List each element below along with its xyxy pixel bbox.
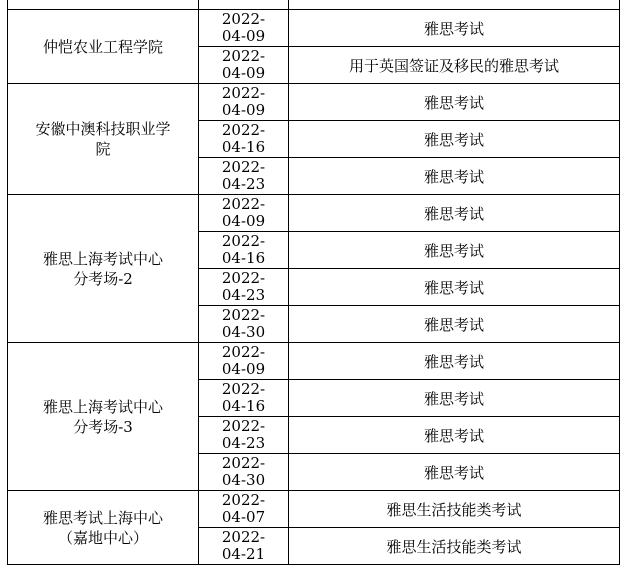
date-cell <box>199 306 289 343</box>
exam-type-cell: 雅思考试 <box>289 232 620 269</box>
date-month-day: 04-16 <box>221 249 266 267</box>
date-cell <box>199 343 289 380</box>
exam-type-cell: 雅思考试 <box>289 269 620 306</box>
table-row <box>8 10 620 47</box>
date-cell <box>199 269 289 306</box>
date-year: 2022- <box>221 343 266 361</box>
venue-name-line: 分考场-2 <box>73 269 133 288</box>
date-month-day: 04-09 <box>221 101 266 119</box>
date-year: 2022- <box>221 417 266 435</box>
date-cell <box>199 84 289 121</box>
date-cell <box>199 195 289 232</box>
date-cell <box>199 454 289 491</box>
date-month-day: 04-30 <box>221 471 266 489</box>
table-row <box>8 343 620 380</box>
table-row <box>8 491 620 528</box>
exam-type-cell: 雅思生活技能类考试 <box>289 528 620 565</box>
date-month-day: 04-09 <box>221 212 266 230</box>
date-cell <box>199 380 289 417</box>
date-year: 2022- <box>221 10 266 28</box>
venue-cell <box>8 491 199 565</box>
date-month-day: 04-23 <box>221 175 266 193</box>
date-month-day: 04-16 <box>221 138 266 156</box>
venue-name-line: 安徽中澳科技职业学 <box>35 120 171 138</box>
venue-cell <box>8 0 199 10</box>
table-row <box>8 0 620 10</box>
date-month-day: 04-21 <box>221 545 266 563</box>
exam-type-cell: 雅思考试 <box>289 306 620 343</box>
date-year: 2022- <box>221 232 266 250</box>
exam-type-cell: 雅思考试 <box>289 121 620 158</box>
exam-schedule-table <box>7 0 620 565</box>
date-year: 2022- <box>221 380 266 398</box>
date-year: 2022- <box>221 454 266 472</box>
venue-cell <box>8 84 199 195</box>
exam-type-cell: 雅思考试 <box>289 195 620 232</box>
venue-cell <box>8 343 199 491</box>
venue-name-line: 雅思考试上海中心 <box>42 508 163 527</box>
date-cell <box>199 158 289 195</box>
date-month-day: 04-07 <box>221 508 266 526</box>
date-month-day: 04-09 <box>221 64 266 82</box>
date-cell <box>199 417 289 454</box>
exam-type-cell: 雅思考试 <box>289 454 620 491</box>
date-cell <box>199 491 289 528</box>
table-row <box>8 195 620 232</box>
date-year: 2022- <box>221 269 266 287</box>
date-cell <box>199 0 289 10</box>
exam-type-cell: 雅思考试 <box>289 343 620 380</box>
date-year: 2022- <box>221 84 266 102</box>
exam-type-cell: 雅思考试 <box>289 84 620 121</box>
exam-cell <box>289 0 620 10</box>
date-cell <box>199 10 289 47</box>
date-month-day: 04-23 <box>221 286 266 304</box>
table-row <box>8 84 620 121</box>
venue-name-line: 仲恺农业工程学院 <box>42 37 163 56</box>
date-month-day: 04-30 <box>221 323 266 341</box>
venue-name-line: 雅思上海考试中心 <box>42 249 163 268</box>
venue-name-line: 雅思上海考试中心 <box>42 397 163 416</box>
venue-name-line: 院 <box>95 140 111 158</box>
date-year: 2022- <box>221 158 266 176</box>
date-cell <box>199 232 289 269</box>
date-cell <box>199 47 289 84</box>
venue-cell <box>8 10 199 84</box>
date-cell <box>199 528 289 565</box>
exam-type-cell: 雅思考试 <box>289 380 620 417</box>
date-year: 2022- <box>221 47 266 65</box>
date-year: 2022- <box>221 121 266 139</box>
date-year: 2022- <box>221 195 266 213</box>
date-cell <box>199 121 289 158</box>
venue-name-line: （嘉地中心） <box>57 528 148 547</box>
venue-cell <box>8 195 199 343</box>
exam-type-cell: 雅思考试 <box>289 158 620 195</box>
exam-type-cell: 雅思生活技能类考试 <box>289 491 620 528</box>
date-year: 2022- <box>221 491 266 509</box>
date-month-day: 04-16 <box>221 397 266 415</box>
venue-name-line: 分考场-3 <box>73 417 133 436</box>
date-month-day: 04-09 <box>221 360 266 378</box>
exam-type-cell: 雅思考试 <box>289 417 620 454</box>
date-month-day: 04-09 <box>221 27 266 45</box>
exam-type-cell: 用于英国签证及移民的雅思考试 <box>289 47 620 84</box>
date-month-day: 04-23 <box>221 434 266 452</box>
date-year: 2022- <box>221 306 266 324</box>
date-year: 2022- <box>221 528 266 546</box>
exam-type-cell: 雅思考试 <box>289 10 620 47</box>
